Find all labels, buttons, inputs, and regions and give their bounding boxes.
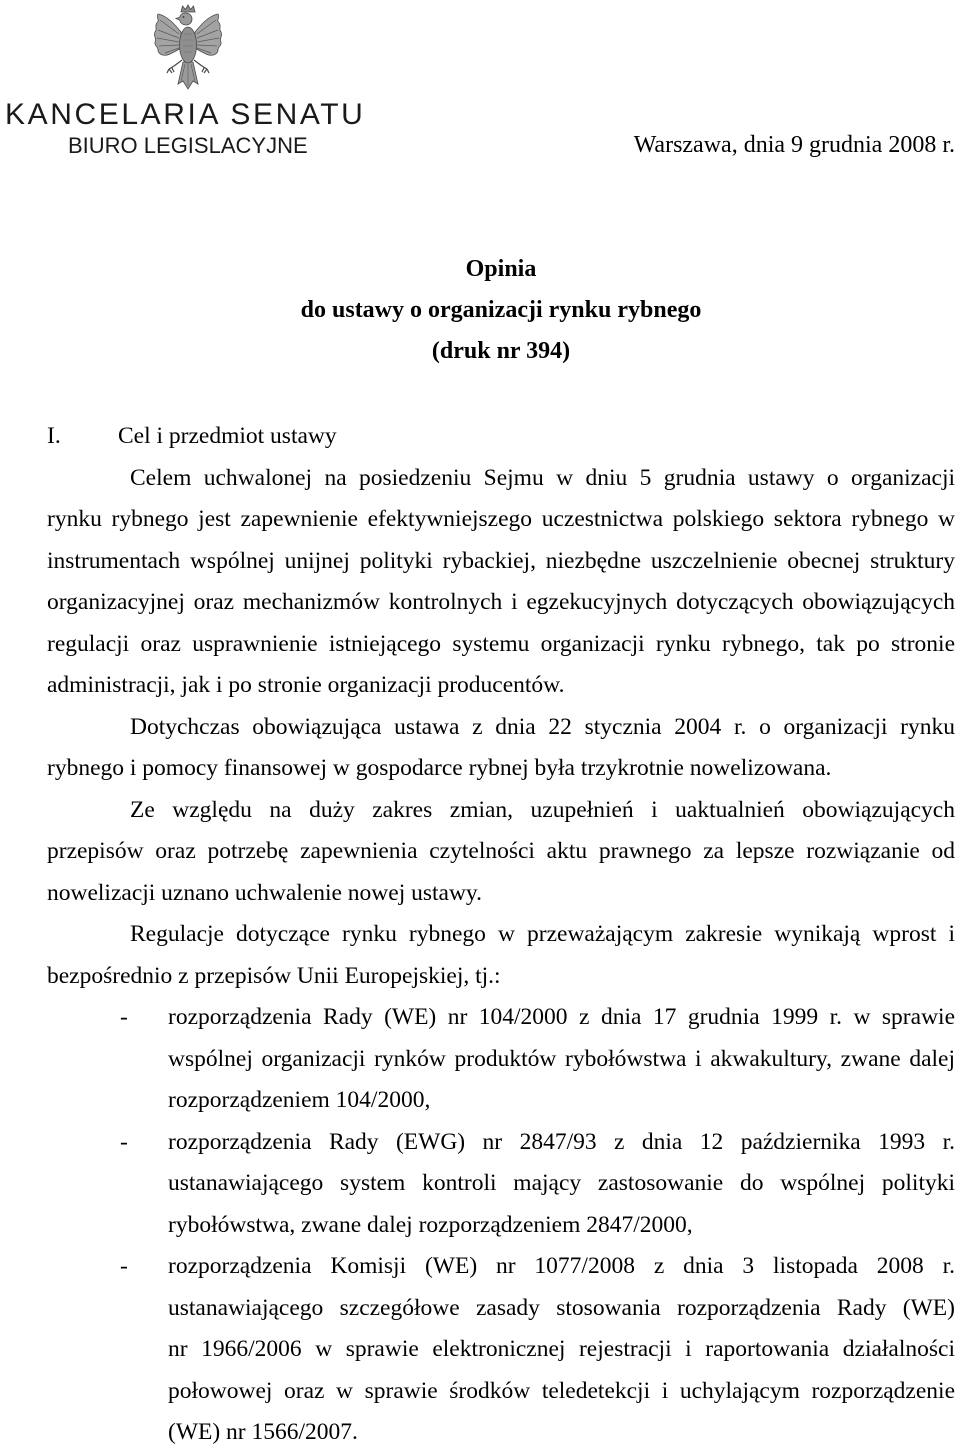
list-item: [47, 1126, 955, 1241]
eagle-tail: [178, 62, 198, 89]
document-title: [47, 253, 955, 367]
eagle-body: [180, 27, 197, 63]
paragraph: [47, 711, 955, 785]
text-line: ustanawiającego szczegółowe zasady stosowania rozporządzenia Rady (WE): [168, 1294, 955, 1321]
text-line: (WE) nr 1566/2007.: [168, 1419, 358, 1445]
paragraph: [47, 918, 955, 992]
text-line: Celem uchwalonej na posiedzeniu Sejmu w dniu 5 grudnia ustawy o organizacji: [130, 464, 955, 491]
subtitle-line: do ustawy o organizacji rynku rybnego: [300, 297, 702, 323]
text-line: rybnego i pomocy finansowej w gospodarce rybnej była trzykrotnie nowelizowana.: [47, 755, 832, 781]
text-line: połowowej oraz w sprawie środków teledetekcji i uchylającym rozporządzenie: [168, 1377, 955, 1404]
eagle-crown: [181, 5, 195, 12]
text-line: rybołówstwa, zwane dalej rozporządzeniem 2847/2000,: [168, 1211, 693, 1238]
text-line: wspólnej organizacji rynków produktów rybołówstwa i akwakultury, zwane dalej: [168, 1045, 955, 1072]
text-line: Dotychczas obowiązująca ustawa z dnia 22 stycznia 2004 r. o organizacji rynku: [130, 713, 955, 740]
list-item: [47, 1001, 955, 1116]
print-number-line: (druk nr 394): [431, 338, 571, 364]
eagle-wing-left: [154, 14, 181, 55]
text-line: bezpośrednio z przepisów Unii Europejskiej, tj.:: [47, 962, 501, 989]
text-line: administracji, jak i po stronie organizacji producentów.: [47, 672, 565, 698]
text-line: rozporządzenia Rady (WE) nr 104/2000 z dnia 17 grudnia 1999 r. w sprawie: [168, 1004, 955, 1030]
eagle-emblem: [148, 4, 228, 96]
paragraph: [47, 462, 955, 702]
text-line: rynku rybnego jest zapewnienie efektywniejszego uczestnictwa polskiego sektora rybnego w: [47, 506, 955, 532]
text-line: Regulacje dotyczące rynku rybnego w przeważającym zakresie wynikają wprost i: [130, 921, 955, 947]
list-marker: -: [120, 1128, 128, 1155]
section-title: Cel i przedmiot ustawy: [118, 423, 337, 449]
list-marker: -: [120, 1004, 128, 1030]
text-line: Ze względu na duży zakres zmian, uzupełnień i uaktualnień obowiązujących: [130, 796, 955, 823]
text-line: nowelizacji uznano uchwalenie nowej ustawy.: [47, 879, 483, 906]
title-line: Opinia: [465, 256, 537, 282]
regulation-list: [47, 1001, 955, 1448]
eagle-eye: [183, 16, 185, 18]
text-line: rozporządzeniem 104/2000,: [168, 1087, 431, 1113]
list-marker: -: [120, 1253, 128, 1279]
paragraph: [47, 794, 955, 909]
text-line: nr 1966/2006 w sprawie elektronicznej rejestracji i raportowania działalności: [168, 1336, 955, 1362]
text-line: przepisów oraz potrzebę zapewnienia czytelności aktu prawnego za lepsze rozwiązanie od: [47, 838, 955, 864]
eagle-head: [176, 13, 192, 25]
text-line: rozporządzenia Komisji (WE) nr 1077/2008 z dnia 3 listopada 2008 r.: [168, 1253, 955, 1279]
eagle-wing-right: [195, 14, 222, 55]
section-number: I.: [47, 423, 61, 449]
list-item: [47, 1250, 955, 1448]
text-line: ustanawiającego system kontroli mający zastosowanie do wspólnej polityki: [168, 1170, 955, 1196]
text-line: instrumentach wspólnej unijnej polityki rybackiej, niezbędne uszczelnienie obecnej struktury: [47, 547, 955, 574]
text-line: organizacyjnej oraz mechanizmów kontrolnych i egzekucyjnych dotyczących obowiązujących: [47, 589, 955, 615]
text-line: rozporządzenia Rady (EWG) nr 2847/93 z dnia 12 października 1993 r.: [168, 1128, 955, 1155]
section-heading: [47, 420, 955, 452]
document-body: [47, 420, 955, 1448]
logo-title: KANCELARIA SENATU: [5, 98, 366, 131]
text-line: regulacji oraz usprawnienie istniejącego systemu organizacji rynku rybnego, tak po stronie: [47, 630, 955, 657]
logo-subtitle: BIURO LEGISLACYJNE: [68, 133, 308, 158]
document-date: Warszawa, dnia 9 grudnia 2008 r.: [633, 132, 955, 158]
